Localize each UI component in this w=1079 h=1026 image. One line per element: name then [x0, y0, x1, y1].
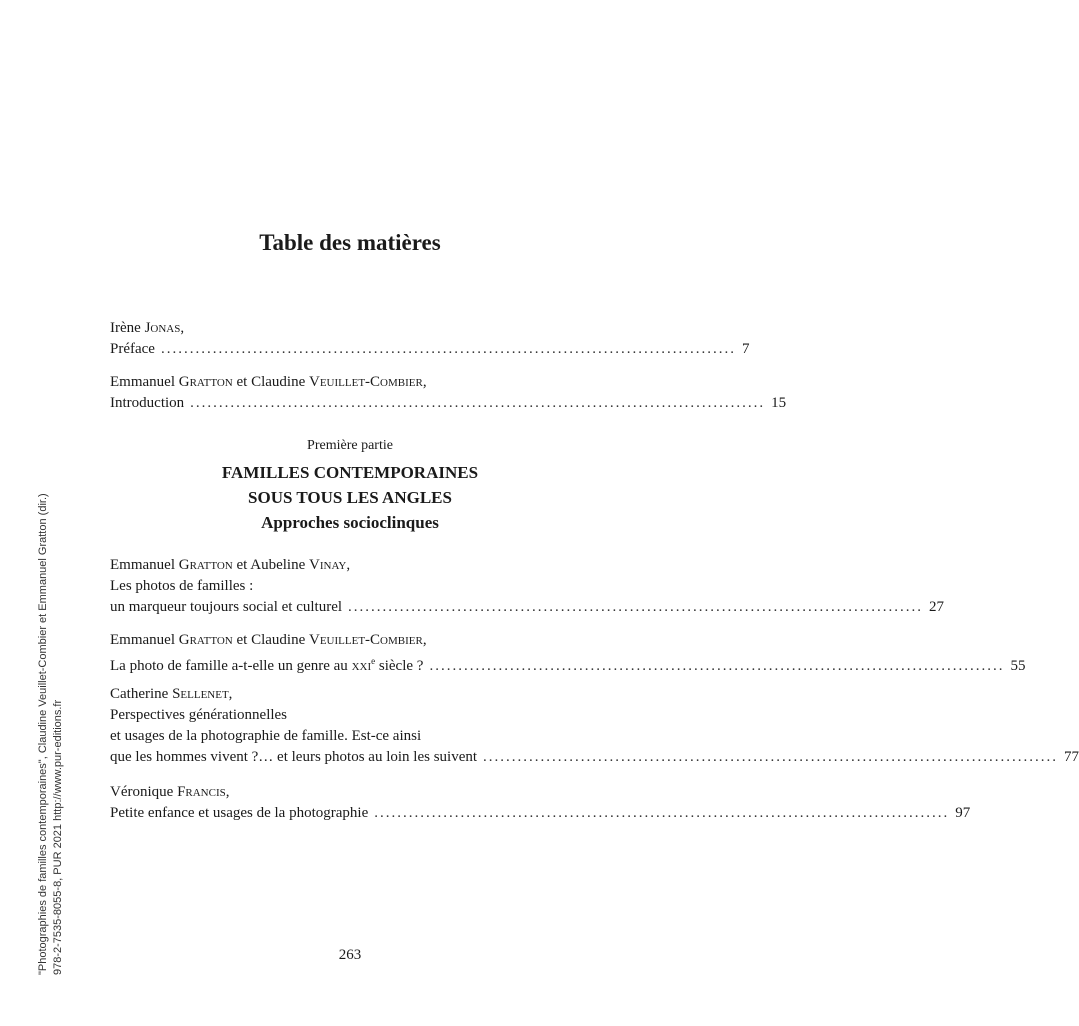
part-label: Première partie	[307, 438, 393, 453]
citation-sidebar	[36, 493, 66, 975]
toc-title-line	[110, 393, 787, 414]
toc-page-number: 97	[955, 805, 971, 821]
toc-title: que les hommes vivent ?… et leurs photos au loin les suivent	[110, 749, 478, 765]
toc-title: un marqueur toujours social et culturel	[110, 599, 343, 615]
toc-page-number: 15	[771, 395, 787, 411]
toc-title-line	[110, 803, 971, 824]
dot-leader: ....................................................................................................	[374, 805, 950, 821]
toc-title-line	[110, 339, 750, 360]
citation-line-2: 978-2-7535-8055-8, PUR 2021 http://www.pur-editions.fr	[52, 699, 64, 975]
toc-title-line	[110, 597, 945, 618]
toc-entry-chapter-55[interactable]	[110, 630, 1026, 677]
part-title	[0, 460, 700, 535]
toc-title: La photo de famille a-t-elle un genre au xxi$^e$ siècle ?	[110, 656, 424, 674]
part-title-line-2: SOUS TOUS LES ANGLES	[248, 488, 452, 507]
toc-title: Perspectives générationnelles	[110, 707, 288, 723]
toc-page-number: 7	[741, 341, 750, 357]
toc-title: Petite enfance et usages de la photographie	[110, 805, 369, 821]
citation-line-1: "Photographies de familles contemporaines", Claudine Veuillet-Combier et Emmanuel Gratton (dir.)	[37, 493, 49, 975]
toc-author: Emmanuel Gratton et Claudine Veuillet-Combier,	[110, 374, 427, 390]
toc-page-number: 77	[1064, 749, 1079, 765]
toc-title: Préface	[110, 341, 155, 357]
toc-author: Véronique Francis,	[110, 784, 230, 800]
dot-leader: ....................................................................................................	[483, 749, 1059, 765]
toc-author: Catherine Sellenet,	[110, 686, 233, 702]
toc-author: Emmanuel Gratton et Aubeline Vinay,	[110, 557, 351, 573]
toc-title: Introduction	[110, 395, 185, 411]
toc-title-line	[110, 651, 1026, 677]
toc-author: Emmanuel Gratton et Claudine Veuillet-Combier,	[110, 632, 427, 648]
dot-leader: ....................................................................................................	[190, 395, 766, 411]
dot-leader: ....................................................................................................	[160, 341, 736, 357]
dot-leader: ....................................................................................................	[429, 658, 1005, 674]
page-number: 263	[338, 947, 362, 963]
dot-leader: ....................................................................................................	[348, 599, 924, 615]
page-title: Table des matières	[259, 230, 441, 255]
part-subtitle: Approches socioclinques	[261, 513, 439, 532]
toc-entry-introduction[interactable]	[110, 372, 787, 414]
toc-title-line	[110, 747, 1079, 768]
part-title-line-1: FAMILLES CONTEMPORAINES	[221, 463, 479, 482]
toc-entry-chapter-77[interactable]	[110, 684, 1079, 768]
toc-title: Les photos de familles :	[110, 578, 254, 594]
toc-entry-preface[interactable]	[110, 318, 750, 360]
toc-title: et usages de la photographie de famille. Est-ce ainsi	[110, 728, 422, 744]
toc-page-number: 55	[1010, 658, 1026, 674]
toc-entry-chapter-97[interactable]	[110, 782, 971, 824]
toc-entry-chapter-27[interactable]	[110, 555, 945, 618]
toc-page-number: 27	[929, 599, 945, 615]
toc-author: Irène Jonas,	[110, 320, 185, 336]
